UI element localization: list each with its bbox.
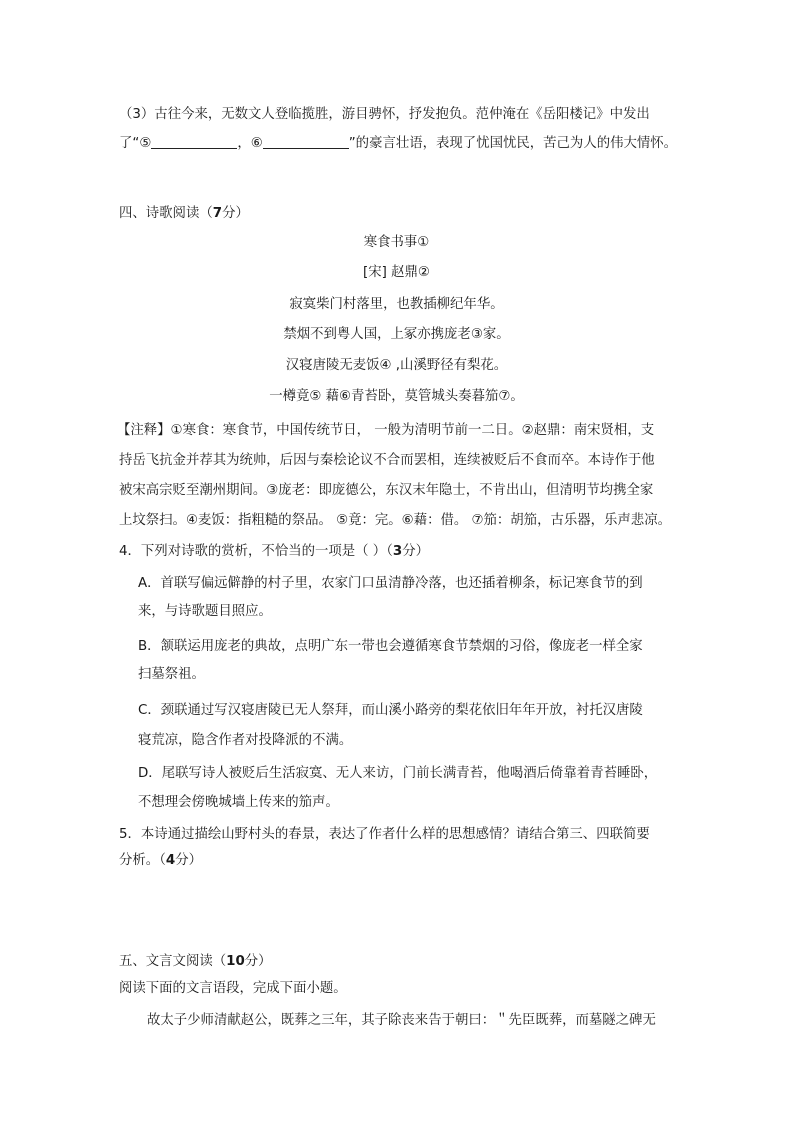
poem-author: [宋] 赵鼎② [363,265,430,280]
q4-score: 3 [392,544,403,559]
q5-line-2-text: 分析。（ [119,853,166,868]
option-b-line-1[interactable]: B．颔联运用庞老的典故，点明广东一带也会遵循寒食节禁烟的习俗，像庞老一样全家 [138,639,643,654]
option-c-line-1[interactable]: C．颈联通过写汉寝唐陵已无人祭拜，而山溪小路旁的梨花依旧年年开放，衬托汉唐陵 [138,703,643,718]
poem-line-4: 一樽竟⑤ 藉⑥青苔卧，莫管城头奏暮笳⑦。 [269,389,524,404]
q5-line-1: 5．本诗通过描绘山野村头的春景，表达了作者什么样的思想感情？请结合第三、四联简要 [119,827,650,842]
blank-5-number: ⑤ [139,136,152,151]
poem-line-2: 禁烟不到粤人国，上冢亦携庞老③家。 [283,327,510,342]
option-a-line-2: 来，与诗歌题目照应。 [138,604,272,619]
q5-score: 4 [165,853,176,868]
option-d-line-1[interactable]: D．尾联写诗人被贬后生活寂寞、无人来访，门前长满青苔，他喝酒后倚靠着青苔睡卧， [138,766,658,781]
section-4-heading-end: 分） [222,206,249,221]
option-c-line-2: 寝荒凉，隐含作者对投降派的不满。 [138,733,353,748]
section-4-score: 7 [212,206,223,221]
option-a-line-1[interactable]: A．首联写偏远僻静的村子里，农家门口虽清静冷落，也还插着柳条，标记寒食节的到 [138,576,643,591]
q5-line-2 [119,852,202,870]
notes-line-3: 被宋高宗贬至潮州期间。③庞老：即庞德公，东汉末年隐士，不肯出山，但清明节均携全家 [119,483,654,498]
poem-title: 寒食书事① [363,235,430,250]
option-b-line-2: 扫墓祭祖。 [138,667,205,682]
q5-line-2-end: 分） [175,853,202,868]
blank-5[interactable] [151,136,237,149]
poem-line-3: 汉寝唐陵无麦饭④ ,山溪野径有梨花。 [285,358,508,373]
option-d-line-2: 不想理会傍晚城墙上传来的笳声。 [138,795,339,810]
section-5-instruction: 阅读下面的文言语段，完成下面小题。 [119,981,347,996]
q3-line-2 [119,135,677,153]
notes-line-1: 【注释】①寒食：寒食节，中国传统节日， 一般为清明节前一二日。②赵鼎：南宋贤相，支 [117,423,655,438]
section-5-score: 10 [226,954,245,969]
q3-line-1: （3）古往今来，无数文人登临揽胜，游目骋怀，抒发抱负。范仲淹在《岳阳楼记》中发出 [119,107,650,122]
q3-line-2-prefix: 了“ [119,136,140,151]
blank-separator: ， [237,136,251,151]
notes-line-2: 持岳飞抗金并荐其为统帅，后因与秦桧论议不合而罢相，连续被贬后不食而卒。本诗作于他 [119,453,655,468]
q3-line-2-suffix: ”的豪言壮语，表现了忧国忧民，苦己为人的伟大情怀。 [348,136,678,151]
blank-6[interactable] [263,136,349,149]
passage-line-1: 故太子少师清献赵公，既葬之三年，其子除丧来告于朝曰：＂先臣既葬，而墓隧之碑无 [147,1013,656,1028]
section-5-heading-text: 五、文言文阅读（ [119,954,227,969]
blank-6-number: ⑥ [250,136,263,151]
q4-stem [119,543,429,561]
section-5-heading [119,953,272,971]
q4-stem-end: 分） [402,544,429,559]
section-4-heading-text: 四、诗歌阅读（ [119,206,213,221]
q4-stem-text: 4．下列对诗歌的赏析，不恰当的一项是（ ）（ [119,544,393,559]
section-4-heading [119,205,249,223]
poem-line-1: 寂寞柴门村落里，也教插柳纪年华。 [289,297,504,312]
notes-line-4: 上坟祭扫。④麦饭：指粗糙的祭品。 ⑤竟：完。⑥藉：借。 ⑦笳：胡笳，古乐器，乐声悲凉。 [119,513,671,528]
section-5-heading-end: 分） [244,954,272,969]
